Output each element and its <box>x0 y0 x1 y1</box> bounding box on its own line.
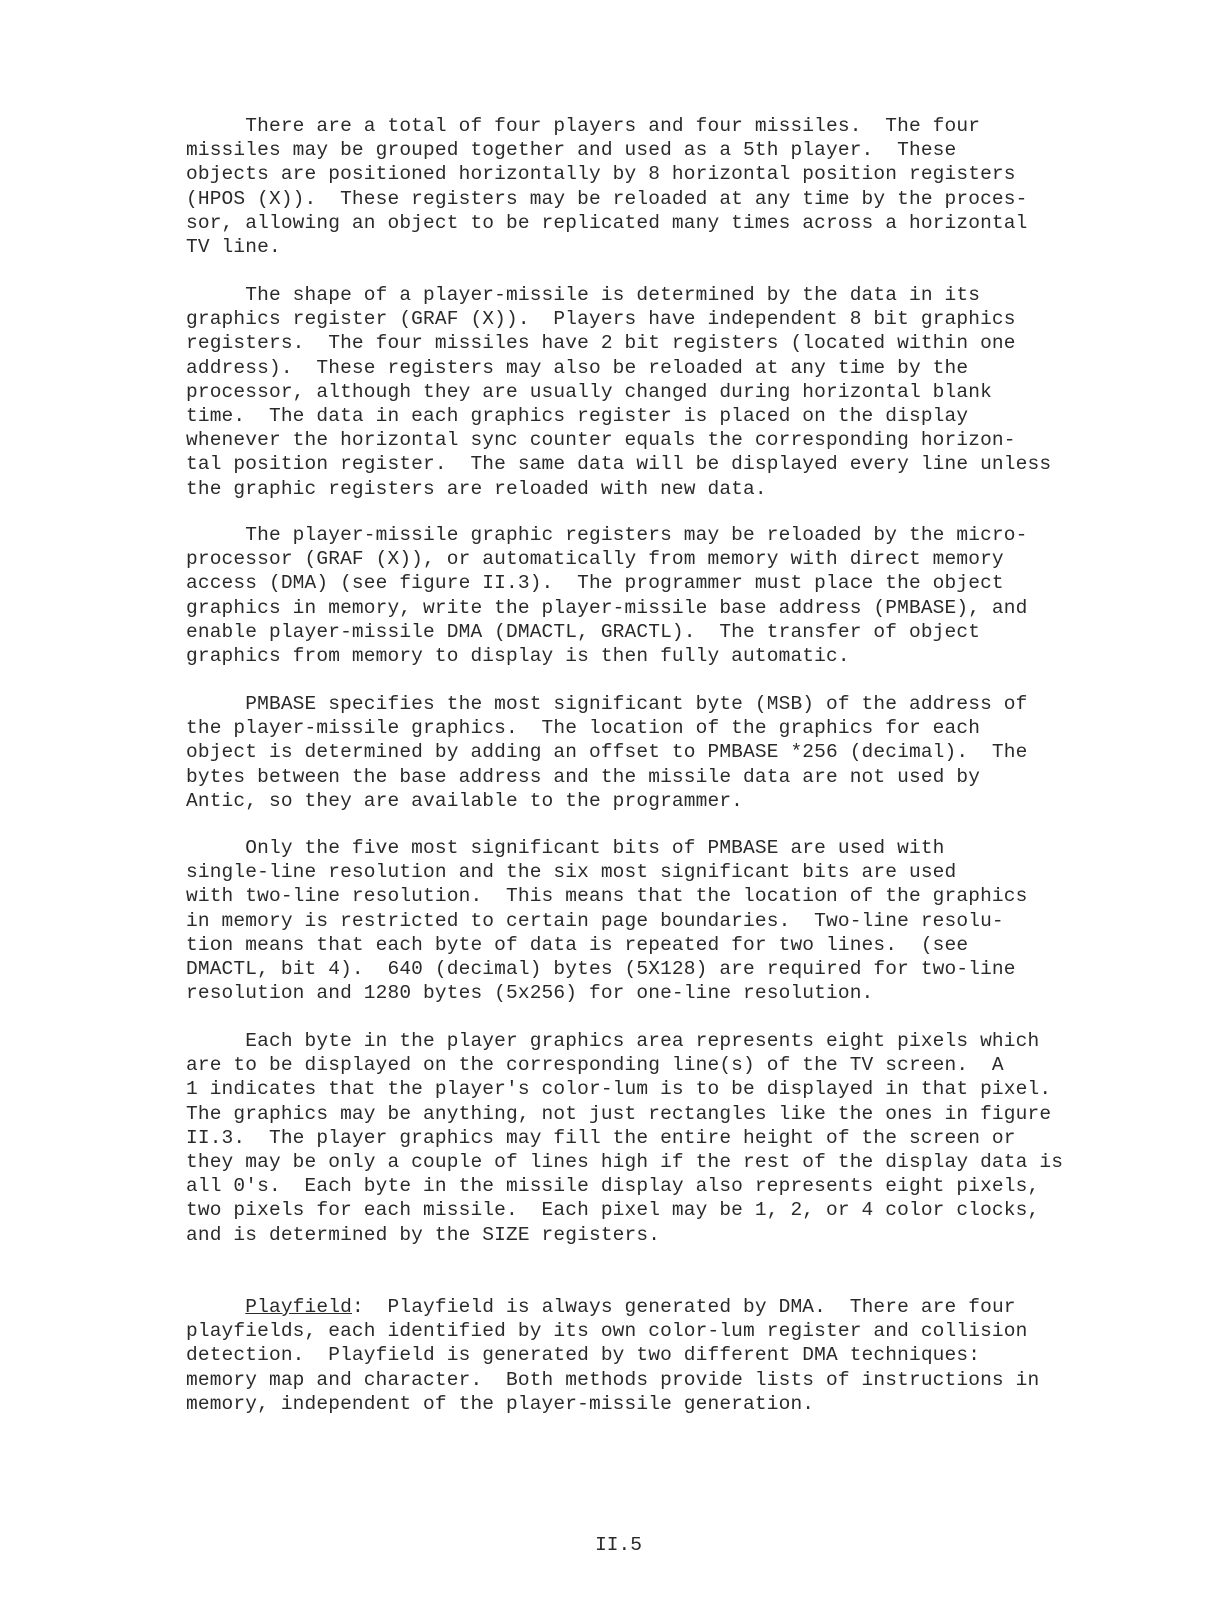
text-line: (HPOS (X)). These registers may be reloaded at any time by the proces- <box>186 187 1028 210</box>
text-line: resolution and 1280 bytes (5x256) for one-line resolution. <box>186 982 874 1005</box>
text-line: with two-line resolution. This means that the location of the graphics <box>186 885 1028 908</box>
paragraph-player-graphics-area <box>186 1029 1086 1247</box>
text-line: time. The data in each graphics register is placed on the display <box>186 404 969 427</box>
text-run: : Playfield is always generated by DMA. There are four <box>351 1296 1016 1318</box>
text-line: graphics in memory, write the player-missile base address (PMBASE), and <box>186 596 1028 619</box>
text-line: TV line. <box>186 235 281 258</box>
text-line: processor (GRAF (X)), or automatically from memory with direct memory <box>186 548 1004 571</box>
text-line: processor, although they are usually changed during horizontal blank <box>186 380 992 403</box>
text-line: enable player-missile DMA (DMACTL, GRACTL). The transfer of object <box>186 620 981 643</box>
text-line: Each byte in the player graphics area represents eight pixels which <box>186 1030 1040 1052</box>
text-line: in memory is restricted to certain page boundaries. Two-line resolu- <box>186 909 1004 932</box>
text-line: playfields, each identified by its own color-lum register and collision <box>186 1320 1028 1343</box>
text-line: are to be displayed on the corresponding line(s) of the TV screen. A <box>186 1054 1004 1077</box>
text-line: memory map and character. Both methods provide lists of instructions in <box>186 1368 1040 1391</box>
text-line: object is determined by adding an offset to PMBASE *256 (decimal). The <box>186 741 1028 764</box>
indent <box>186 1296 245 1318</box>
page-number: II.5 <box>595 1534 642 1556</box>
text-line: II.3. The player graphics may fill the entire height of the screen or <box>186 1126 1016 1149</box>
text-line: Antic, so they are available to the programmer. <box>186 789 744 812</box>
text-line: the player-missile graphics. The location of the graphics for each <box>186 717 981 740</box>
text-line: whenever the horizontal sync counter equals the corresponding horizon- <box>186 429 1016 452</box>
text-line: DMACTL, bit 4). 640 (decimal) bytes (5X128) are required for two-line <box>186 957 1016 980</box>
text-line: tal position register. The same data will be displayed every line unless <box>186 453 1052 476</box>
text-line: The player-missile graphic registers may be reloaded by the micro- <box>186 524 1028 546</box>
text-line <box>186 1295 1086 1319</box>
text-line: The shape of a player-missile is determined by the data in its <box>186 284 981 306</box>
text-line: sor, allowing an object to be replicated many times across a horizontal <box>186 211 1028 234</box>
paragraph-players-missiles <box>186 114 1086 259</box>
paragraph-dma-reload <box>186 523 1086 668</box>
text-line: Only the five most significant bits of PMBASE are used with <box>186 837 945 859</box>
text-line: and is determined by the SIZE registers. <box>186 1223 661 1246</box>
text-line: detection. Playfield is generated by two different DMA techniques: <box>186 1344 981 1367</box>
text-line: they may be only a couple of lines high if the rest of the display data is <box>186 1150 1064 1173</box>
paragraph-graphics-register <box>186 283 1086 501</box>
paragraph-pmbase <box>186 692 1086 813</box>
text-line: bytes between the base address and the missile data are not used by <box>186 765 981 788</box>
text-line: memory, independent of the player-missile generation. <box>186 1392 815 1415</box>
playfield-heading: Playfield <box>245 1296 352 1318</box>
text-line: all 0's. Each byte in the missile display also represents eight pixels, <box>186 1175 1040 1198</box>
text-line: access (DMA) (see figure II.3). The programmer must place the object <box>186 572 1004 595</box>
paragraph-resolution <box>186 836 1086 1005</box>
text-line: 1 indicates that the player's color-lum is to be displayed in that pixel. <box>186 1078 1052 1101</box>
text-line: There are a total of four players and four missiles. The four <box>186 115 981 137</box>
text-line: the graphic registers are reloaded with new data. <box>186 477 767 500</box>
text-line: single-line resolution and the six most significant bits are used <box>186 861 957 884</box>
text-line: PMBASE specifies the most significant byte (MSB) of the address of <box>186 693 1028 715</box>
text-line: The graphics may be anything, not just rectangles like the ones in figure <box>186 1102 1052 1125</box>
text-line: tion means that each byte of data is repeated for two lines. (see <box>186 933 969 956</box>
text-line: two pixels for each missile. Each pixel may be 1, 2, or 4 color clocks, <box>186 1199 1040 1222</box>
text-line: registers. The four missiles have 2 bit registers (located within one <box>186 332 1016 355</box>
text-line: graphics register (GRAF (X)). Players have independent 8 bit graphics <box>186 308 1016 331</box>
text-line: objects are positioned horizontally by 8 horizontal position registers <box>186 163 1016 186</box>
paragraph-playfield <box>186 1295 1086 1416</box>
text-line: address). These registers may also be reloaded at any time by the <box>186 356 969 379</box>
text-line: missiles may be grouped together and used as a 5th player. These <box>186 139 957 162</box>
text-line: graphics from memory to display is then fully automatic. <box>186 644 850 667</box>
